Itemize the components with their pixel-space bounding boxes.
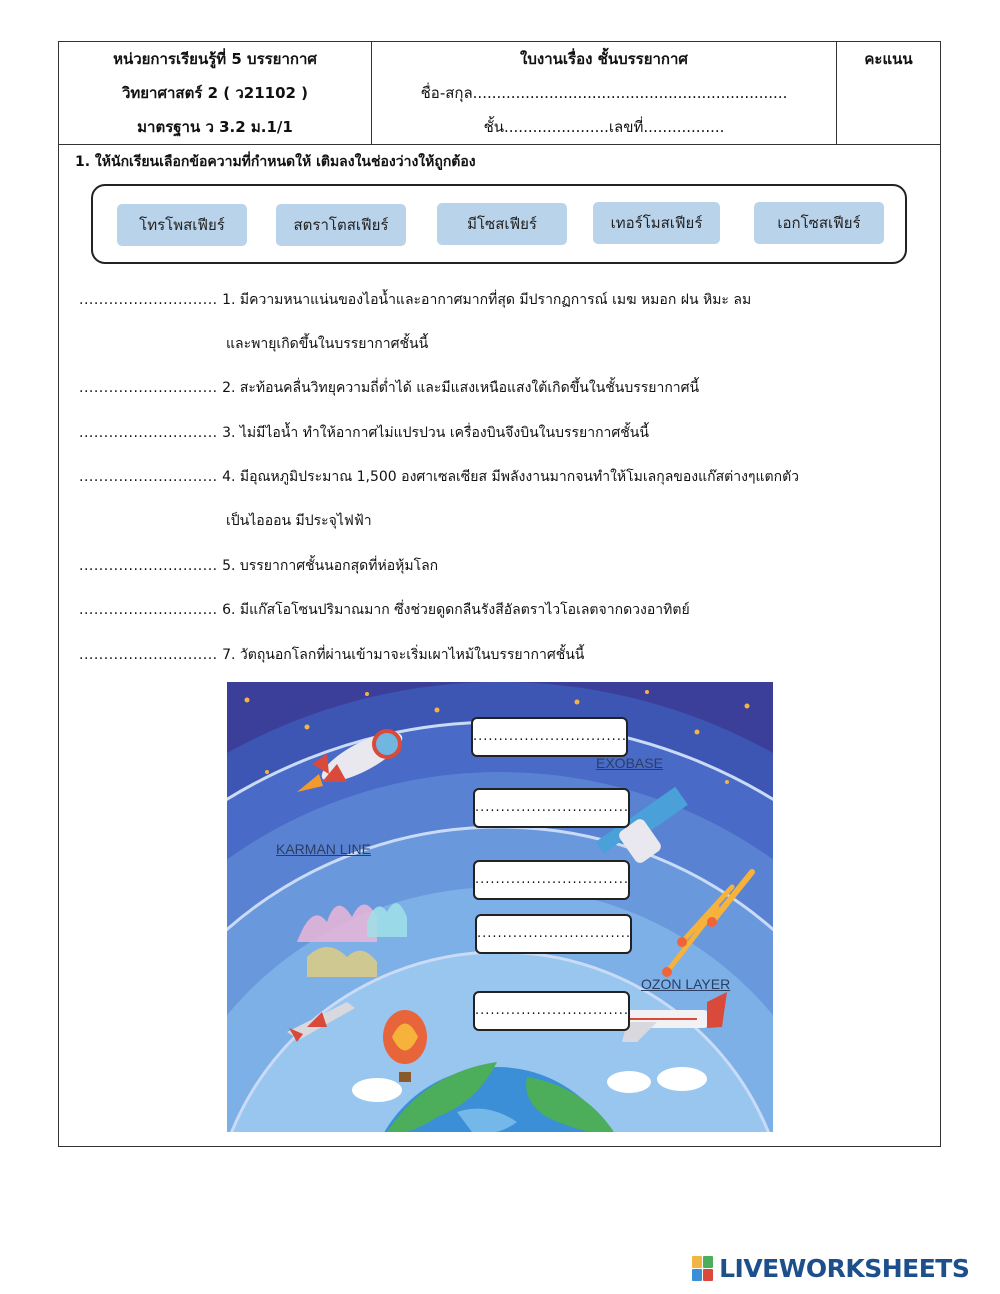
list-item [79, 423, 649, 443]
answer-blank[interactable]: ............................ [79, 380, 218, 396]
list-item [79, 378, 699, 398]
word-chip[interactable]: เอกโซสเฟียร์ [754, 202, 884, 244]
item-continuation: และพายุเกิดขึ้นในบรรยากาศชั้นนี้ [226, 336, 429, 352]
unit-info-cell [59, 42, 372, 145]
list-item [79, 556, 438, 576]
subject-code: วิทยาศาสตร์ 2 ( ว21102 ) [121, 84, 309, 102]
liveworksheets-logo [692, 1254, 969, 1286]
answer-blank[interactable]: ............................ [79, 292, 218, 308]
layer-answer-box[interactable]: .............................. [471, 717, 628, 757]
liveworksheets-logo-icon [692, 1256, 714, 1282]
exobase-label: EXOBASE [596, 755, 663, 771]
item-text: 5. บรรยากาศชั้นนอกสุดที่ห่อหุ้มโลก [222, 558, 439, 574]
brand-name: LIVEWORKSHEETS [719, 1254, 970, 1283]
word-chip[interactable]: สตราโตสเฟียร์ [276, 204, 406, 246]
answer-blank[interactable]: ............................ [79, 469, 218, 485]
layer-answer-box[interactable]: .............................. [473, 788, 630, 828]
answer-blank[interactable]: ............................ [79, 602, 218, 618]
worksheet-title: ใบงานเรื่อง ชั้นบรรยากาศ [520, 50, 688, 68]
layer-answer-box[interactable]: .............................. [475, 914, 632, 954]
question-title: 1. ให้นักเรียนเลือกข้อความที่กำหนดให้ เติมลงในช่องว่างให้ถูกต้อง [75, 154, 476, 170]
item-text: 6. มีแก๊สโอโซนปริมาณมาก ซึ่งช่วยดูดกลืนรังสีอัลตราไวโอเลตจากดวงอาทิตย์ [222, 602, 690, 618]
item-text: 3. ไม่มีไอน้ำ ทำให้อากาศไม่แปรปวน เครื่องบินจึงบินในบรรยากาศชั้นนี้ [222, 425, 649, 441]
ozon-layer-label: OZON LAYER [641, 976, 731, 992]
item-text: 4. มีอุณหภูมิประมาณ 1,500 องศาเซลเซียส มีพลังงานมากจนทำให้โมเลกุลของแก๊สต่างๆแตกตัว [222, 469, 800, 485]
answer-blank[interactable]: ............................ [79, 558, 218, 574]
karman-line-label: KARMAN LINE [276, 841, 371, 857]
layer-answer-box[interactable]: .............................. [473, 991, 630, 1031]
header-table [59, 42, 940, 145]
standard-code: มาตรฐาน ว 3.2 ม.1/1 [137, 118, 293, 136]
item-text: 7. วัตถุนอกโลกที่ผ่านเข้ามาจะเริ่มเผาไหม้ในบรรยากาศชั้นนี้ [222, 647, 585, 663]
item-continuation: เป็นไอออน มีประจุไฟฟ้า [226, 513, 372, 529]
item-text: 2. สะท้อนคลื่นวิทยุความถี่ต่ำได้ และมีแสงเหนือแสงใต้เกิดขึ้นในชั้นบรรยากาศนี้ [222, 380, 700, 396]
layer-answer-box[interactable]: .............................. [473, 860, 630, 900]
score-label: คะแนน [864, 50, 913, 68]
score-cell [837, 42, 940, 145]
list-item [79, 600, 690, 620]
class-number-field[interactable]: ชั้น......................เลขที่................. [483, 118, 725, 136]
list-item [79, 290, 751, 310]
word-chip[interactable]: มีโซสเฟียร์ [437, 203, 567, 245]
item-text: 1. มีความหนาแน่นของไอน้ำและอากาศมากที่สุด มีปรากฏการณ์ เมฆ หมอก ฝน หิมะ ลม [222, 292, 752, 308]
list-item [79, 467, 799, 487]
atmosphere-illustration [227, 682, 773, 1132]
word-chip[interactable]: โทรโพสเฟียร์ [117, 204, 247, 246]
word-bank [91, 184, 907, 264]
list-item [79, 645, 584, 665]
name-field[interactable]: ชื่อ-สกุล.................................................................. [420, 84, 788, 102]
answer-blank[interactable]: ............................ [79, 647, 218, 663]
unit-title: หน่วยการเรียนรู้ที่ 5 บรรยากาศ [113, 50, 317, 68]
worksheet [58, 41, 941, 1147]
answer-blank[interactable]: ............................ [79, 425, 218, 441]
worksheet-info-cell [372, 42, 837, 145]
word-chip[interactable]: เทอร์โมสเฟียร์ [593, 202, 720, 244]
